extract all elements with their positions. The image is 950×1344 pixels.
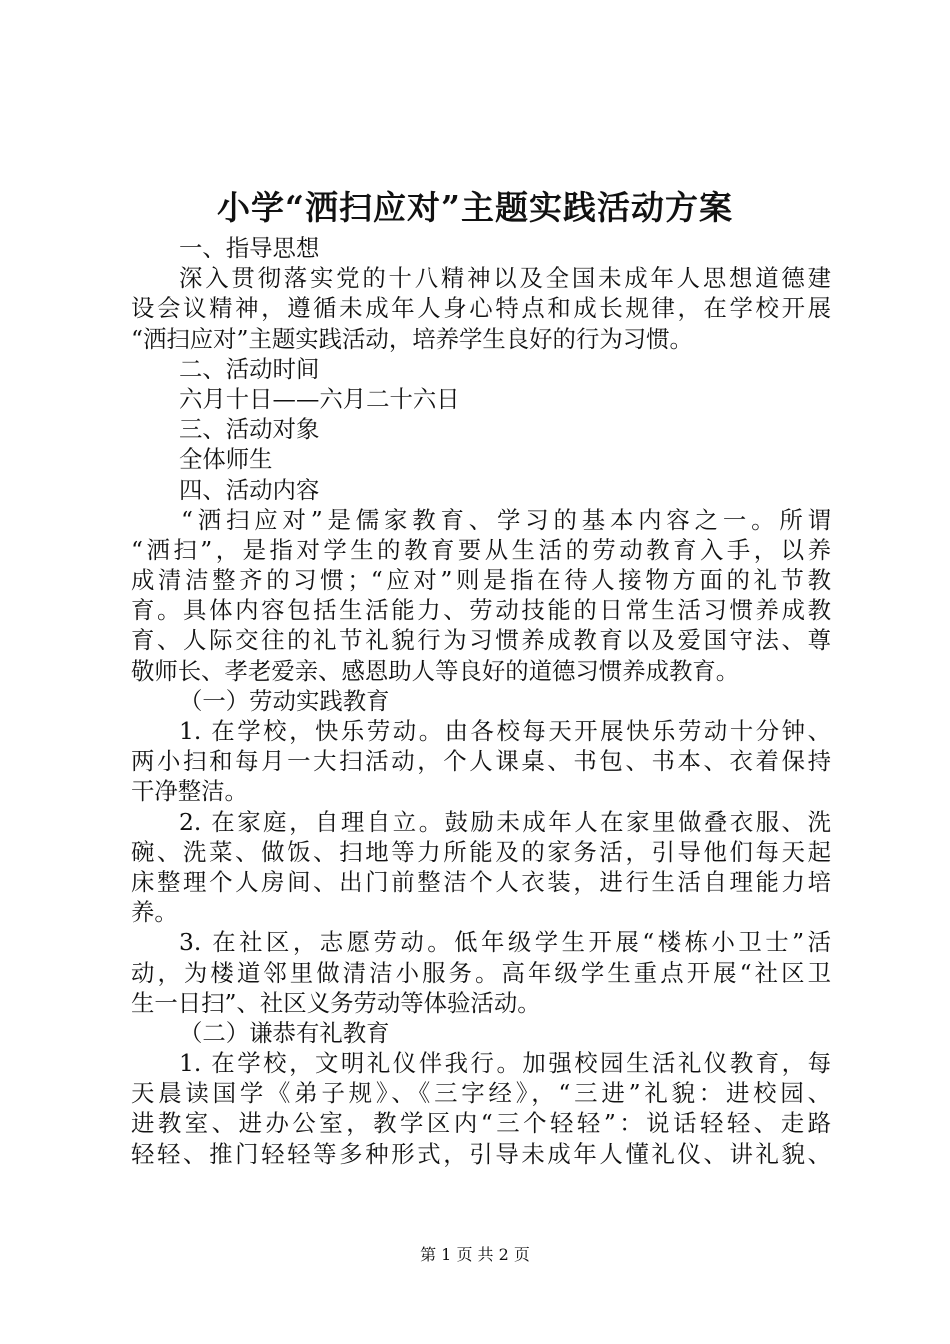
paragraph-line: 1. 在学校，快乐劳动。由各校每天开展快乐劳动十分钟、: [179, 717, 831, 745]
section-heading: 四、活动内容: [179, 475, 320, 504]
paragraph-line: 1. 在学校，文明礼仪伴我行。加强校园生活礼仪教育，每: [179, 1049, 831, 1078]
paragraph-line: “洒扫应对”主题实践活动，培养学生良好的行为习惯。: [131, 324, 693, 353]
paragraph-line: 设会议精神，遵循未成年人身心特点和成长规律，在学校开展: [131, 294, 831, 323]
paragraph-line: 床整理个人房间、出门前整洁个人衣装，进行生活自理能力培: [131, 867, 831, 896]
paragraph-line: 养。: [131, 898, 178, 927]
paragraph-line: 育、人际交往的礼节礼貌行为习惯养成教育以及爱国守法、尊: [131, 626, 831, 655]
paragraph-line: 动，为楼道邻里做清洁小服务。高年级学生重点开展“社区卫: [131, 958, 831, 987]
paragraph-line: 敬师长、孝老爱亲、感恩助人等良好的道德习惯养成教育。: [131, 656, 740, 685]
subsection-heading: （二）谦恭有礼教育: [179, 1018, 390, 1047]
document-body: [131, 233, 831, 1169]
paragraph-line: “洒扫”，是指对学生的教育要从生活的劳动教育入手，以养: [131, 535, 831, 564]
paragraph-line: 成清洁整齐的习惯；“应对”则是指在待人接物方面的礼节教: [131, 566, 831, 595]
paragraph-line: 六月十日——六月二十六日: [179, 384, 460, 413]
paragraph-line: 全体师生: [179, 445, 273, 474]
document-title: 小学“洒扫应对”主题实践活动方案: [217, 188, 733, 227]
paragraph-line: 深入贯彻落实党的十八精神以及全国未成年人思想道德建: [179, 264, 831, 293]
paragraph-line: 天晨读国学《弟子规》、《三字经》，“三进”礼貌：进校园、: [131, 1079, 831, 1108]
page-footer: 第 1 页 共 2 页: [420, 1245, 530, 1264]
section-heading: 二、活动时间: [179, 354, 320, 383]
section-heading: 一、指导思想: [179, 234, 320, 262]
paragraph-line: 干净整洁。: [131, 777, 248, 806]
subsection-heading: （一）劳动实践教育: [179, 686, 390, 715]
paragraph-line: 2. 在家庭，自理自立。鼓励未成年人在家里做叠衣服、洗: [179, 807, 831, 836]
paragraph-line: 育。具体内容包括生活能力、劳动技能的日常生活习惯养成教: [131, 596, 831, 625]
section-heading: 三、活动对象: [179, 415, 320, 444]
paragraph-line: 3. 在社区，志愿劳动。低年级学生开展“楼栋小卫士”活: [179, 928, 831, 957]
paragraph-line: 轻轻、推门轻轻等多种形式，引导未成年人懂礼仪、讲礼貌、: [131, 1139, 831, 1168]
paragraph-line: 两小扫和每月一大扫活动，个人课桌、书包、书本、衣着保持: [131, 747, 831, 776]
paragraph-line: 生一日扫”、社区义务劳动等体验活动。: [131, 988, 541, 1017]
paragraph-line: 碗、洗菜、做饭、扫地等力所能及的家务活，引导他们每天起: [131, 837, 831, 866]
paragraph-line: “洒扫应对”是儒家教育、学习的基本内容之一。所谓: [181, 505, 831, 534]
paragraph-line: 进教室、进办公室，教学区内“三个轻轻”：说话轻轻、走路: [131, 1109, 831, 1138]
